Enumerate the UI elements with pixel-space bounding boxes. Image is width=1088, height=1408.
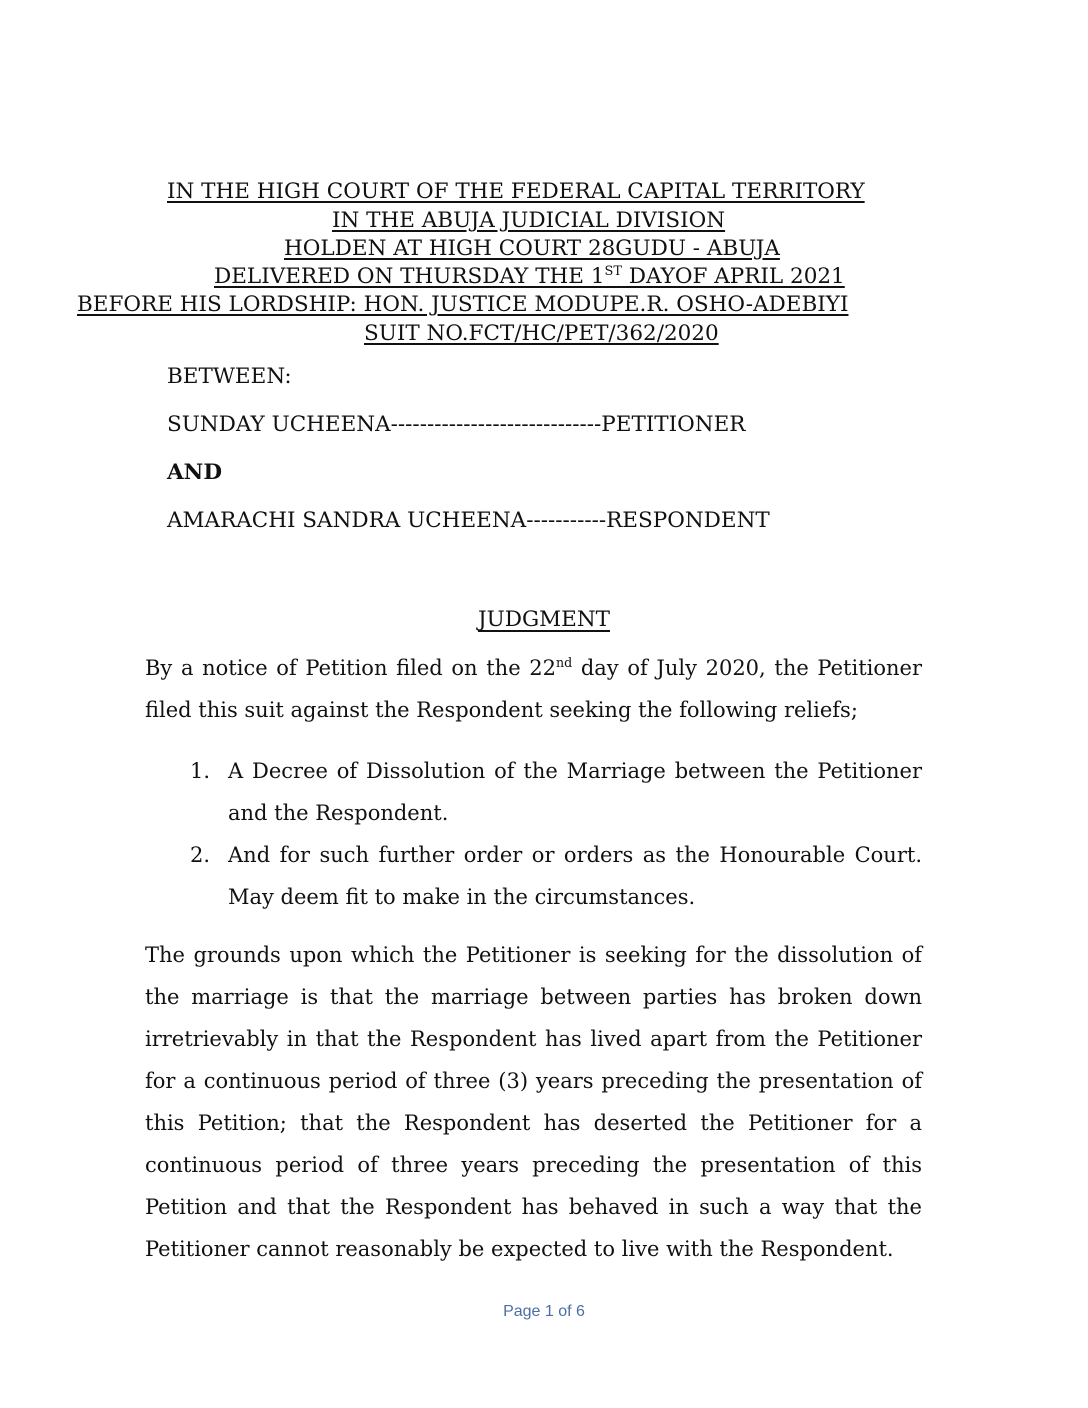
judge-line: BEFORE HIS LORDSHIP: HON. JUSTICE MODUPE.R. OSHO-ADEBIYI	[77, 292, 849, 317]
delivered-date: DAYOF APRIL 2021	[621, 264, 845, 289]
delivered-ordinal: ST	[604, 263, 622, 279]
grounds-paragraph: The grounds upon which the Petitioner is seeking for the dissolution of the marriage is that the marriage between parties has broken down irretrievably in that the Respondent has lived apart from the Petitioner for a continuous period of three (3) years preceding the presentation of this Petition; that the Respondent has deserted the Petitioner for a continuous period of three years preceding the presentation of this Petition and that the Respondent has behaved in such a way that the Petitioner cannot reasonably be expected to live with the Respondent.	[145, 943, 922, 1261]
delivered-line	[214, 263, 845, 289]
intro-text-rest: day of July 2020, the Petitioner filed this suit against the Respondent seeking the following reliefs;	[145, 656, 922, 722]
intro-paragraph	[145, 647, 922, 731]
intro-text: By a notice of Petition filed on the 22	[145, 656, 556, 680]
intro-ordinal: nd	[556, 655, 573, 670]
respondent-line: AMARACHI SANDRA UCHEENA-----------RESPONDENT	[167, 508, 770, 533]
judgment-heading: JUDGMENT	[477, 607, 610, 632]
reliefs-list	[190, 750, 922, 918]
relief-text: A Decree of Dissolution of the Marriage between the Petitioner and the Respondent.	[228, 759, 922, 825]
suit-number: SUIT NO.FCT/HC/PET/362/2020	[364, 321, 719, 346]
between-label: BETWEEN:	[167, 364, 292, 389]
relief-number: 1.	[190, 759, 211, 783]
page-number: Page 1 of 6	[503, 1303, 585, 1320]
list-item	[190, 750, 922, 834]
relief-number: 2.	[190, 843, 211, 867]
list-item	[190, 834, 922, 918]
petitioner-line: SUNDAY UCHEENA-----------------------------PETITIONER	[167, 412, 746, 437]
division-line: IN THE ABUJA JUDICIAL DIVISION	[332, 208, 726, 233]
delivered-text: DELIVERED ON THURSDAY THE 1	[214, 264, 605, 289]
holden-line: HOLDEN AT HIGH COURT 28GUDU - ABUJA	[284, 236, 780, 261]
court-title: IN THE HIGH COURT OF THE FEDERAL CAPITAL TERRITORY	[167, 179, 865, 204]
relief-text: And for such further order or orders as the Honourable Court. May deem fit to make in the circumstances.	[228, 843, 922, 909]
and-label: AND	[167, 460, 222, 485]
